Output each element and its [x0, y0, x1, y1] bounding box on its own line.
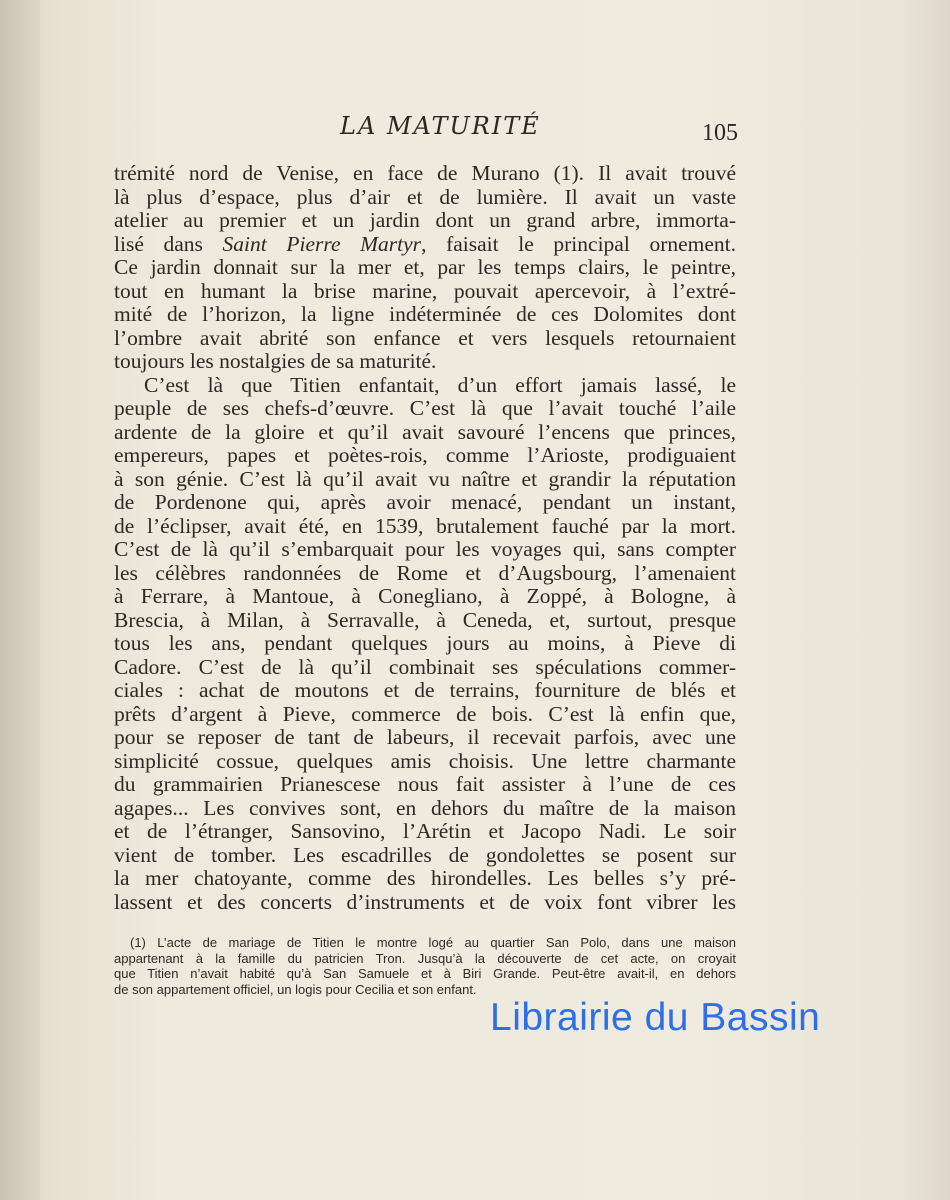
text-line: peuple de ses chefs-d’œuvre. C’est là que l’avait touché l’aile [114, 396, 736, 420]
text-line: du grammairien Prianescese nous fait assister à l’une de ces [114, 772, 736, 796]
text-line: prêts d’argent à Pieve, commerce de bois. C’est là enfin que, [114, 701, 736, 726]
artwork-title: Saint Pierre Martyr [222, 231, 422, 256]
text-line: à son génie. C’est là qu’il avait vu naître et grandir la réputation [114, 466, 736, 491]
footnote-line: appartenant à la famille du patricien Tron. Jusqu’à la découverte de cet acte, on croyait [114, 950, 736, 966]
text-line: Cadore. C’est de là qu’il combinait ses spéculations commer- [114, 654, 736, 679]
text-line: mité de l’horizon, la ligne indéterminée de ces Dolomites dont [114, 302, 736, 326]
page-number: 105 [702, 120, 738, 146]
text-line: la mer chatoyante, comme des hirondelles. Les belles s’y pré- [114, 866, 736, 890]
text-line: à Ferrare, à Mantoue, à Conegliano, à Zoppé, à Bologne, à [114, 584, 736, 608]
text-line: Ce jardin donnait sur la mer et, par les temps clairs, le peintre, [114, 255, 736, 279]
text-line: là plus d’espace, plus d’air et de lumière. Il avait un vaste [114, 184, 736, 209]
running-title: LA MATURITÉ [340, 112, 541, 140]
text-line: les célèbres randonnées de Rome et d’Augsbourg, l’amenaient [114, 560, 736, 585]
text-line: tout en humant la brise marine, pouvait apercevoir, à l’extré- [114, 278, 736, 303]
text-line: trémité nord de Venise, en face de Murano (1). Il avait trouvé [114, 161, 736, 185]
text-line: C’est de là qu’il s’embarquait pour les voyages qui, sans compter [114, 537, 736, 561]
footnote-line: (1) L’acte de mariage de Titien le montre logé au quartier San Polo, dans une maison [130, 935, 736, 950]
text-line: ciales : achat de moutons et de terrains, fourniture de blés et [114, 678, 736, 702]
text-line: pour se reposer de tant de labeurs, il recevait parfois, avec une [114, 725, 736, 749]
watermark: Librairie du Bassin [490, 996, 821, 1039]
text-line: atelier au premier et un jardin dont un grand arbre, immorta- [114, 208, 736, 232]
footnote-line: de son appartement officiel, un logis pour Cecilia et son enfant. [114, 981, 477, 997]
text-line: vient de tomber. Les escadrilles de gondolettes se posent sur [114, 842, 736, 867]
footnote [114, 935, 736, 997]
body-text [114, 162, 736, 914]
text-line: lassent et des concerts d’instruments et de voix font vibrer les [114, 889, 736, 914]
text-line: simplicité cossue, quelques amis choisis. Une lettre charmante [114, 748, 736, 773]
text-line: Brescia, à Milan, à Serravalle, à Ceneda, et, surtout, presque [114, 607, 736, 632]
text-line: de Pordenone qui, après avoir menacé, pendant un instant, [114, 490, 736, 514]
text-line: ardente de la gloire et qu’il avait savouré l’encens que princes, [114, 419, 736, 444]
text-line: tous les ans, pendant quelques jours au moins, à Pieve di [114, 631, 736, 655]
text-line: agapes... Les convives sont, en dehors du maître de la maison [114, 795, 736, 820]
page-gutter [0, 0, 40, 1200]
text-line: empereurs, papes et poètes-rois, comme l’Arioste, prodiguaient [114, 443, 736, 467]
text-line: l’ombre avait abrité son enfance et vers lesquels retournaient [114, 325, 736, 350]
text-line: lisé dans Saint Pierre Martyr, faisait le principal ornement. [114, 231, 737, 256]
footnote-line: que Titien n’avait habité qu’à San Samuele et à Biri Grande. Peut-être avait-il, en dehors [114, 966, 736, 981]
text-line: de l’éclipser, avait été, en 1539, brutalement fauché par la mort. [114, 513, 736, 538]
text-line: et de l’étranger, Sansovino, l’Arétin et Jacopo Nadi. Le soir [114, 819, 736, 843]
text-line: toujours les nostalgies de sa maturité. [114, 349, 437, 373]
text-line: C’est là que Titien enfantait, d’un effort jamais lassé, le [144, 372, 736, 397]
